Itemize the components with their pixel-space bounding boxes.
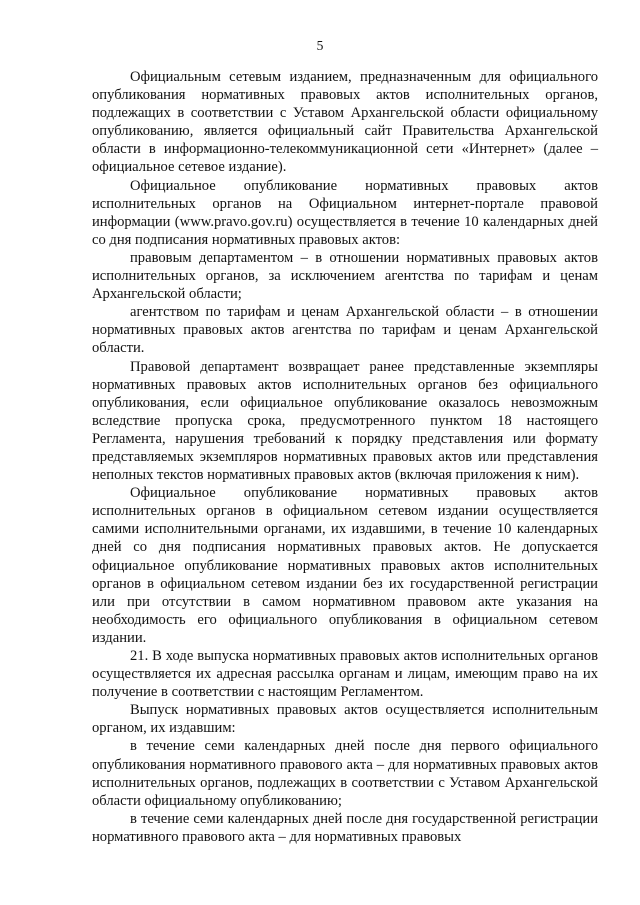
paragraph-issue-by-body: Выпуск нормативных правовых актов осуществляется исполнительным органом, их издавшим: xyxy=(92,702,598,737)
paragraph-clause-21: 21. В ходе выпуска нормативных правовых актов исполнительных органов осуществляется их адресная рассылка органам и лицам, имеющим право на их получение в соответствии с настоящим Регламентом. xyxy=(92,648,598,701)
paragraph-legal-department: правовым департаментом – в отношении нормативных правовых актов исполнительных органов, за исключением агентства по тарифам и ценам Архангельской области; xyxy=(92,249,598,303)
paragraph-official-network-edition: Официальным сетевым изданием, предназначенным для официального опубликования нормативных правовых актов исполнительных органов, подлежащих в соответствии с Уставом Архангельской области официальному опубликованию, является официальный сайт Правительства Архангельской области в информационно-телекоммуникационной сети «Интернет» (далее – официальное сетевое издание). xyxy=(92,69,598,176)
paragraph-tariff-agency: агентством по тарифам и ценам Архангельской области – в отношении нормативных правовых актов агентства по тарифам и ценам Архангельской области. xyxy=(92,304,598,357)
paragraph-seven-days-publication: в течение семи календарных дней после дня первого официального опубликования нормативного правового акта – для нормативных правовых актов исполнительных органов, подлежащих в соответствии с Уставом Архангельской области официальному опубликованию; xyxy=(92,738,598,809)
paragraph-network-edition-publication: Официальное опубликование нормативных правовых актов исполнительных органов в официальном сетевом издании осуществляется самими исполнительными органами, их издавшими, в течение 10 календарных дней со дня подписания нормативных правовых актов. Не допускается официальное опубликование нормативных правовых актов исполнительных органов в официальном сетевом издании без их государственной регистрации или при отсутствии в самом нормативном правовом акте указания на необходимость его официального опубликования в официальном сетевом издании. xyxy=(92,485,598,646)
document-body xyxy=(92,68,598,846)
paragraph-return-copies: Правовой департамент возвращает ранее представленные экземпляры нормативных правовых актов исполнительных органов без официального опубликования, если официальное опубликование оказалось невозможным вследствие пропуска срока, предусмотренного пунктом 18 настоящего Регламента, нарушения требований к порядку представления или формату представляемых экземпляров нормативных правовых актов или представления неполных текстов нормативных правовых актов (включая приложения к ним). xyxy=(92,358,598,484)
paragraph-seven-days-registration: в течение семи календарных дней после дня государственной регистрации нормативного правового акта – для нормативных правовых xyxy=(92,810,598,845)
page-number: 5 xyxy=(316,38,324,53)
paragraph-pravo-gov-publication: Официальное опубликование нормативных правовых актов исполнительных органов на Официальном интернет-портале правовой информации (www.pravo.gov.ru) осуществляется в течение 10 календарных дней со дня подписания нормативных правовых актов: xyxy=(92,177,598,248)
